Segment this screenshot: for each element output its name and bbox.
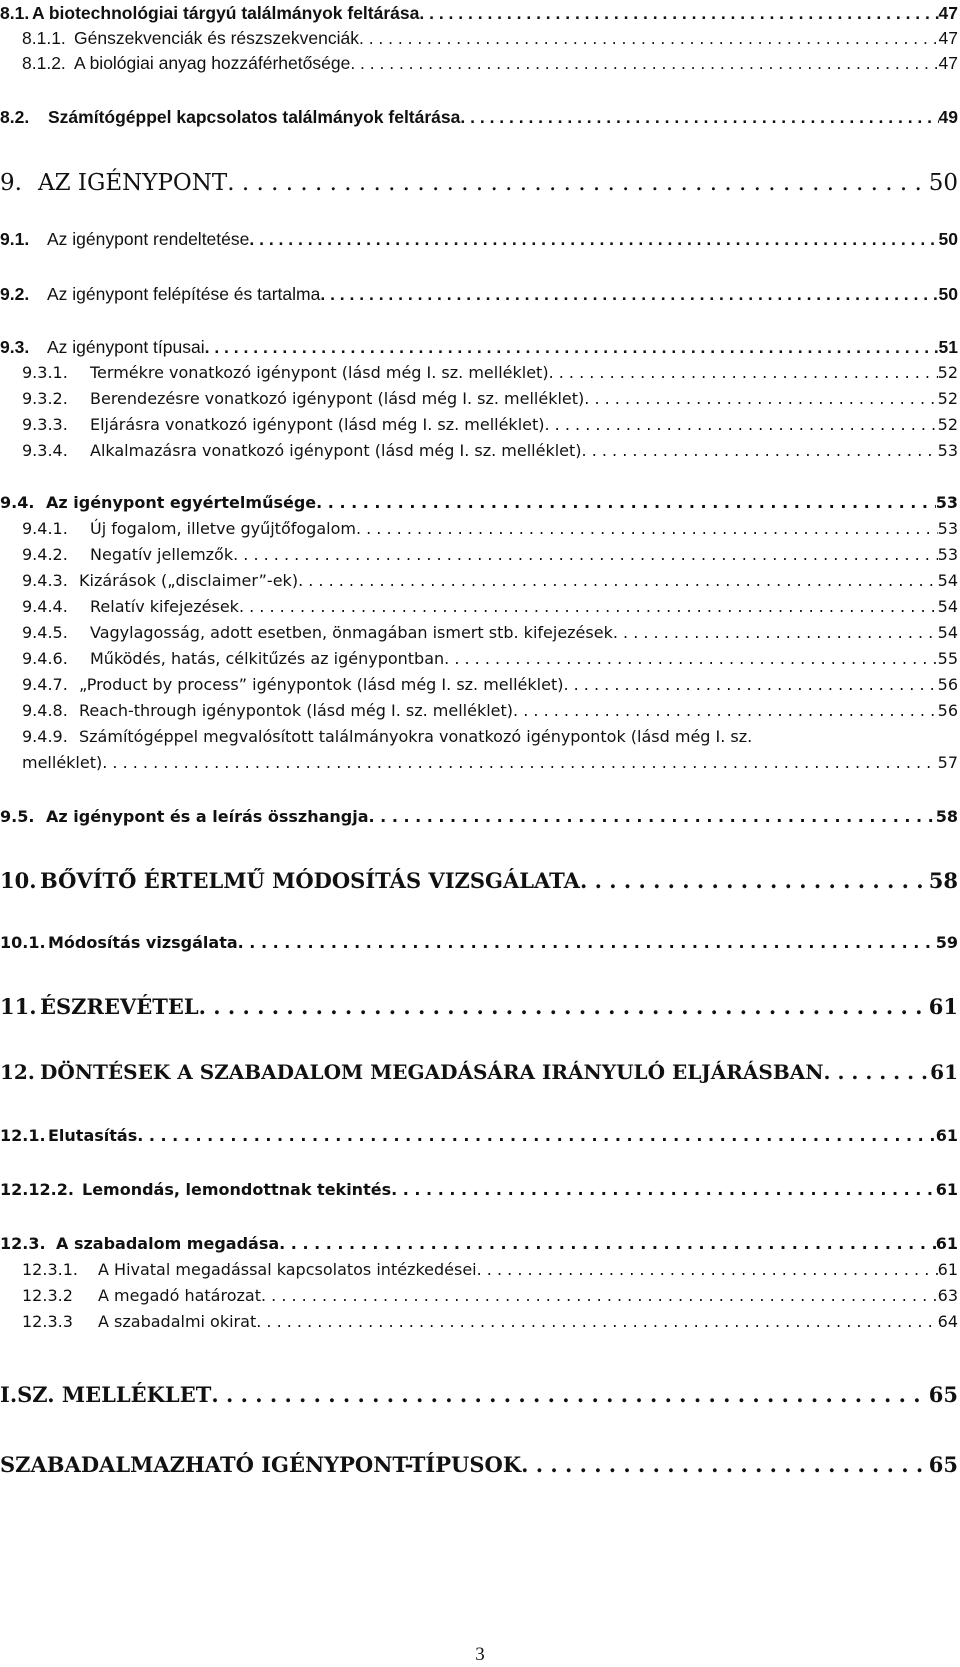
- toc-leader: [316, 493, 936, 512]
- toc-title: A biológiai anyag hozzáférhetősége: [74, 53, 351, 73]
- toc-entry[interactable]: [0, 701, 960, 720]
- toc-entry[interactable]: [0, 389, 960, 408]
- toc-entry[interactable]: [0, 107, 960, 128]
- toc-title: Működés, hatás, célkitűzés az igénypontban: [90, 649, 445, 668]
- toc-page: 54: [937, 623, 958, 642]
- toc-leader: [419, 3, 938, 24]
- toc-leader: [356, 519, 938, 538]
- toc-leader: [563, 675, 937, 694]
- toc-title: Az igénypont egyértelműsége: [46, 493, 317, 512]
- toc-title: Lemondás, lemondottnak tekintés: [82, 1180, 392, 1199]
- toc-number: 9.2.: [0, 284, 30, 304]
- toc-number: 12.: [0, 1060, 35, 1084]
- page-number: 3: [475, 1644, 485, 1665]
- toc-entry[interactable]: [0, 170, 960, 196]
- toc-leader: [549, 363, 938, 382]
- toc-number: 9.: [0, 170, 22, 196]
- toc-leader: [369, 807, 936, 826]
- toc-title: Az igénypont és a leírás összhangja: [46, 807, 369, 826]
- toc-leader: [298, 571, 938, 590]
- toc-title: Reach-through igénypontok (lásd még I. sz. melléklet): [79, 701, 514, 720]
- toc-number: 9.4.9.: [22, 727, 68, 746]
- toc-page: 52: [937, 363, 958, 382]
- toc-number: 9.5.: [0, 807, 35, 826]
- toc-leader: [613, 623, 938, 642]
- toc-entry[interactable]: [0, 284, 960, 305]
- toc-number: 8.2.: [0, 107, 30, 127]
- toc-page: 50: [938, 229, 958, 249]
- toc-number: 9.4.4.: [22, 597, 68, 616]
- toc-page: 54: [937, 571, 958, 590]
- toc-entry[interactable]: [0, 649, 960, 668]
- toc-leader: [521, 1452, 929, 1477]
- toc-page: 61: [937, 1260, 958, 1279]
- toc-title: Termékre vonatkozó igénypont (lásd még I. sz. melléklet): [90, 363, 549, 382]
- toc-page: 61: [935, 1234, 958, 1253]
- toc-title: I.SZ. MELLÉKLET: [0, 1382, 212, 1407]
- toc-page: 56: [937, 675, 958, 694]
- toc-number: 8.1.1.: [22, 28, 66, 48]
- toc-page: 59: [935, 933, 958, 952]
- toc-leader: [477, 1260, 938, 1279]
- toc-page: 52: [937, 389, 958, 408]
- toc-entry[interactable]: [0, 571, 960, 590]
- toc-leader: [199, 994, 929, 1019]
- toc-title: „Product by process” igénypontok (lásd még I. sz. melléklet): [79, 675, 564, 694]
- toc-leader: [824, 1060, 931, 1084]
- toc-leader: [261, 1286, 938, 1305]
- toc-number: 9.3.2.: [22, 389, 68, 408]
- toc-leader: [584, 389, 937, 408]
- toc-title: Az igénypont típusai: [47, 337, 205, 357]
- toc-title: Eljárásra vonatkozó igénypont (lásd még I. sz. melléklet): [90, 415, 545, 434]
- toc-title: SZABADALMAZHATÓ IGÉNYPONT-TÍPUSOK: [0, 1452, 522, 1477]
- toc-page: 49: [938, 107, 958, 127]
- toc-page: 47: [938, 3, 958, 23]
- toc-leader: [513, 701, 938, 720]
- toc-entry[interactable]: [0, 1126, 960, 1145]
- toc-number: 9.3.4.: [22, 441, 68, 460]
- toc-page: 55: [937, 649, 958, 668]
- toc-title: A Hivatal megadással kapcsolatos intézkedései: [98, 1260, 477, 1279]
- toc-number: 8.1.2.: [22, 53, 66, 73]
- toc-page: 58: [928, 868, 958, 893]
- toc-entry[interactable]: [0, 868, 960, 893]
- toc-number: 9.4.3.: [22, 571, 68, 590]
- toc-entry[interactable]: [0, 415, 960, 434]
- toc-number: 9.4.1.: [22, 519, 68, 538]
- toc-entry[interactable]: [0, 441, 960, 460]
- toc-entry[interactable]: [0, 229, 960, 250]
- toc-entry[interactable]: [0, 675, 960, 694]
- toc-entry[interactable]: [0, 493, 960, 512]
- toc-page: 47: [938, 53, 958, 73]
- toc-page: 52: [937, 415, 958, 434]
- toc-number: 9.3.3.: [22, 415, 68, 434]
- toc-entry[interactable]: [0, 933, 960, 952]
- toc-page: 61: [935, 1126, 958, 1145]
- toc-title: Számítógéppel kapcsolatos találmányok feltárása: [48, 107, 461, 127]
- toc-number: 9.4.6.: [22, 649, 68, 668]
- toc-leader: [238, 933, 936, 952]
- toc-leader: [233, 545, 938, 564]
- toc-leader: [211, 1382, 928, 1407]
- toc-entry[interactable]: [0, 1260, 960, 1279]
- toc-leader: [102, 753, 937, 772]
- toc-title: Génszekvenciák és részszekvenciák: [74, 28, 359, 48]
- toc-title: A megadó határozat: [98, 1286, 261, 1305]
- toc-number: 9.3.1.: [22, 363, 68, 382]
- toc-leader: [239, 597, 938, 616]
- toc-entry[interactable]: [0, 1312, 960, 1331]
- toc-title: Az igénypont felépítése és tartalma: [47, 284, 321, 304]
- toc-title: Alkalmazásra vonatkozó igénypont (lásd még I. sz. melléklet): [90, 441, 582, 460]
- toc-leader: [205, 337, 939, 358]
- toc-page: 65: [928, 1382, 958, 1407]
- toc-entry[interactable]: [0, 753, 960, 772]
- toc-page: 50: [938, 284, 958, 304]
- toc-entry[interactable]: [0, 597, 960, 616]
- toc-leader: [391, 1180, 936, 1199]
- toc-page: 54: [937, 597, 958, 616]
- toc-page: 61: [930, 1060, 958, 1084]
- toc-page: 47: [938, 28, 958, 48]
- toc-title: Vagylagosság, adott esetben, önmagában ismert stb. kifejezések: [90, 623, 613, 642]
- toc-leader: [582, 441, 938, 460]
- toc-entry[interactable]: [0, 1452, 960, 1477]
- toc-leader: [444, 649, 937, 668]
- toc-page: 53: [937, 519, 958, 538]
- toc-leader: [359, 28, 939, 49]
- toc-page: 56: [937, 701, 958, 720]
- toc-title: Relatív kifejezések: [90, 597, 239, 616]
- toc-leader: [545, 415, 938, 434]
- toc-leader: [279, 1234, 936, 1253]
- toc-title: A szabadalmi okirat: [98, 1312, 257, 1331]
- toc-title: DÖNTÉSEK A SZABADALOM MEGADÁSÁRA IRÁNYULÓ ELJÁRÁSBAN: [40, 1060, 824, 1084]
- toc-leader: [580, 868, 929, 893]
- toc-entry[interactable]: [0, 1382, 960, 1407]
- toc-page: 50: [928, 170, 958, 196]
- toc-title: Negatív jellemzők: [90, 545, 234, 564]
- toc-page: 53: [937, 545, 958, 564]
- toc-entry[interactable]: [0, 1286, 960, 1305]
- toc-leader: [256, 1312, 937, 1331]
- toc-entry[interactable]: [0, 337, 960, 358]
- toc-number: 12.3.1.: [22, 1260, 78, 1279]
- toc-entry[interactable]: [0, 1060, 960, 1084]
- toc-number: 9.4.7.: [22, 675, 68, 694]
- toc-page: 65: [928, 1452, 958, 1477]
- toc-leader: [137, 1126, 936, 1145]
- toc-entry[interactable]: [0, 1180, 960, 1199]
- toc-number: 10.1.: [0, 933, 46, 952]
- toc-page: 63: [937, 1286, 958, 1305]
- toc-title: Az igénypont rendeltetése: [47, 229, 250, 249]
- toc-entry[interactable]: [0, 3, 960, 24]
- toc-entry[interactable]: [0, 994, 960, 1019]
- toc-entry[interactable]: [0, 519, 960, 538]
- toc-page: 64: [937, 1312, 958, 1331]
- toc-entry[interactable]: [0, 1234, 960, 1253]
- toc-number: 8.1.: [0, 3, 30, 23]
- toc-title: ÉSZREVÉTEL: [40, 994, 199, 1019]
- toc-number: 9.4.: [0, 493, 35, 512]
- toc-leader: [350, 53, 938, 74]
- toc-leader: [227, 170, 928, 196]
- toc-leader: [320, 284, 938, 305]
- toc-entry[interactable]: [0, 545, 960, 564]
- toc-page: 53: [935, 493, 958, 512]
- toc-number: 9.4.5.: [22, 623, 68, 642]
- toc-entry[interactable]: [0, 28, 960, 49]
- toc-title: Módosítás vizsgálata: [48, 933, 238, 952]
- toc-leader: [460, 107, 938, 128]
- toc-number: 9.4.8.: [22, 701, 68, 720]
- toc-title: Elutasítás: [48, 1126, 138, 1145]
- toc-title: AZ IGÉNYPONT: [38, 170, 228, 196]
- toc-leader: [249, 229, 938, 250]
- toc-title: BŐVÍTŐ ÉRTELMŰ MÓDOSÍTÁS VIZSGÁLATA: [40, 868, 580, 893]
- toc-number: 11.: [0, 994, 37, 1019]
- toc-number: 9.3.: [0, 337, 30, 357]
- toc-page: 53: [937, 441, 958, 460]
- toc-title: melléklet): [22, 753, 103, 772]
- toc-page: 57: [937, 753, 958, 772]
- toc-number: 12.3.2: [22, 1286, 73, 1305]
- toc-title: Kizárások („disclaimer”-ek): [79, 571, 299, 590]
- toc-number: 9.4.2.: [22, 545, 68, 564]
- toc-page: 61: [935, 1180, 958, 1199]
- toc-number: 12.3.: [0, 1234, 46, 1253]
- toc-title: A biotechnológiai tárgyú találmányok feltárása: [32, 3, 420, 23]
- toc-entry[interactable]: [0, 363, 960, 382]
- toc-entry[interactable]: [0, 623, 960, 642]
- toc-number: 9.1.: [0, 229, 30, 249]
- toc-title: Számítógéppel megvalósított találmányokra vonatkozó igénypontok (lásd még I. sz.: [79, 727, 753, 746]
- toc-entry[interactable]: [0, 727, 960, 746]
- toc-title: Berendezésre vonatkozó igénypont (lásd még I. sz. melléklet): [90, 389, 585, 408]
- toc-number: 12.12.2.: [0, 1180, 74, 1199]
- toc-page: 51: [938, 337, 958, 357]
- toc-page: 61: [928, 994, 958, 1019]
- toc-number: 12.3.3: [22, 1312, 73, 1331]
- toc-title: A szabadalom megadása: [56, 1234, 280, 1253]
- toc-title: Új fogalom, illetve gyűjtőfogalom: [90, 519, 356, 538]
- toc-number: 12.1.: [0, 1126, 46, 1145]
- toc-number: 10.: [0, 868, 37, 893]
- toc-entry[interactable]: [0, 807, 960, 826]
- toc-entry[interactable]: [0, 53, 960, 74]
- toc-page: 58: [935, 807, 958, 826]
